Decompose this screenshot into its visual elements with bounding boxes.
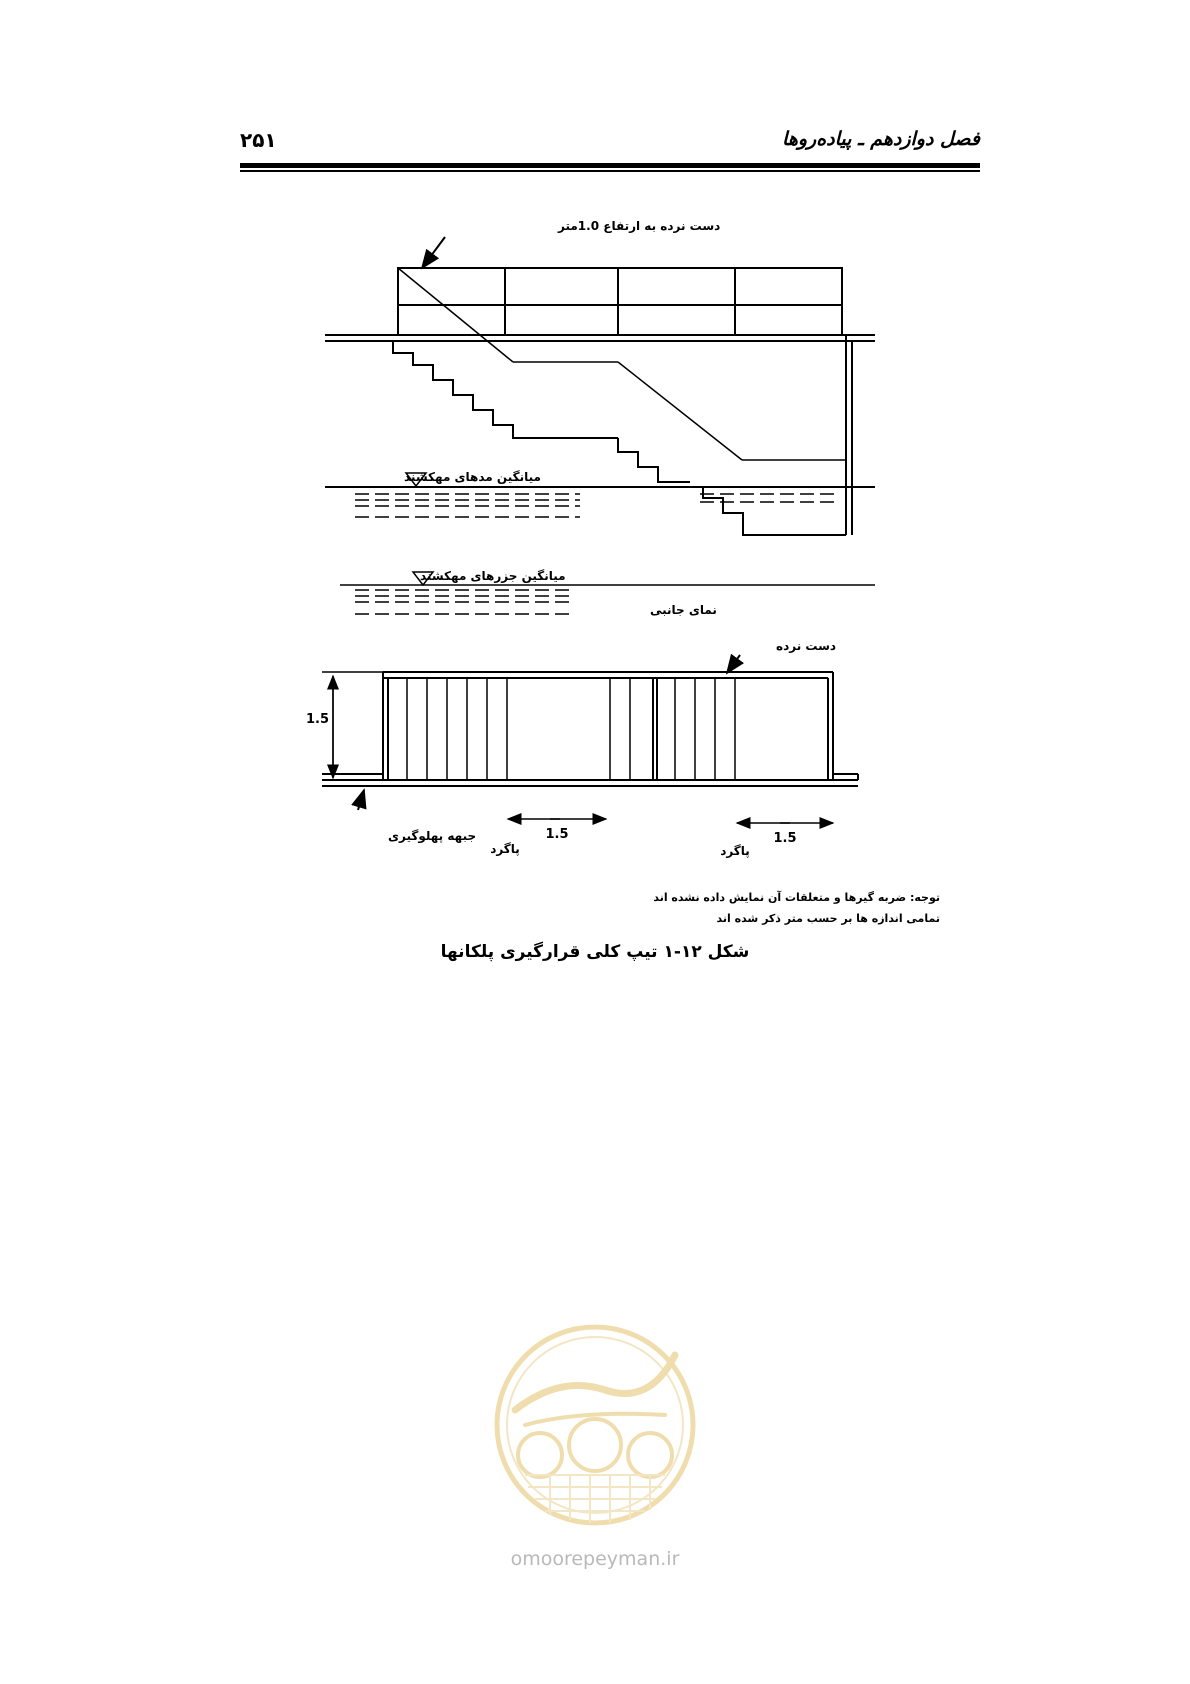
plan-handrail-label: دست نرده xyxy=(776,639,837,653)
height-dimension-value: 1.5 xyxy=(306,712,330,727)
plan-handrail-arrow xyxy=(727,655,740,673)
side-handrail-label: دست نرده به ارتفاع 1.0متر xyxy=(558,219,721,233)
handrail-slope-second xyxy=(618,362,742,460)
side-view xyxy=(325,219,875,617)
handrail-frame xyxy=(398,268,842,335)
plan-view xyxy=(306,639,858,858)
watermark-url: omoorepeyman.ir xyxy=(510,1548,680,1570)
berthing-face-label: جبهه پهلوگیری xyxy=(388,829,477,843)
handrail-label-arrow xyxy=(422,237,445,268)
high-tide-water-hatching xyxy=(355,494,840,517)
plan-steps-flight-2 xyxy=(610,678,735,780)
berthing-face-arrow xyxy=(358,790,364,810)
note-line-1: توجه: ضربه گیرها و متعلقات آن نمایش داده نشده اند xyxy=(653,891,940,904)
quay-wall xyxy=(846,335,852,535)
landing-1-label: پاگرد xyxy=(490,842,520,856)
mean-low-tide-label: میانگین جزرهای مهکشند xyxy=(420,569,566,583)
mean-high-tide-label: میانگین مدهای مهکشند xyxy=(404,470,541,484)
chapter-title: فصل دوازدهم ـ پیاده‌روها xyxy=(782,128,980,150)
omoorepeyman-logo xyxy=(490,1315,700,1545)
deck-line xyxy=(325,335,875,341)
handrail-slope xyxy=(398,268,513,362)
landing-2-dimension: 1.5 xyxy=(773,831,797,846)
note-line-2: تمامی اندازه ها بر حسب متر ذکر شده اند xyxy=(716,912,940,925)
page-number: ۲۵۱ xyxy=(240,128,277,152)
figure-caption: شکل ۱۲-۱ تیپ کلی قرارگیری پلکانها xyxy=(440,942,750,962)
landing-2-label: پاگرد xyxy=(720,844,750,858)
plan-outline xyxy=(322,672,858,786)
low-tide-water-hatching xyxy=(355,590,570,614)
stair-flight-lower xyxy=(618,438,690,482)
plan-steps-flight-1 xyxy=(407,678,507,780)
landing-1-dimension: 1.5 xyxy=(545,827,569,842)
side-view-title: نمای جانبی xyxy=(650,603,717,617)
